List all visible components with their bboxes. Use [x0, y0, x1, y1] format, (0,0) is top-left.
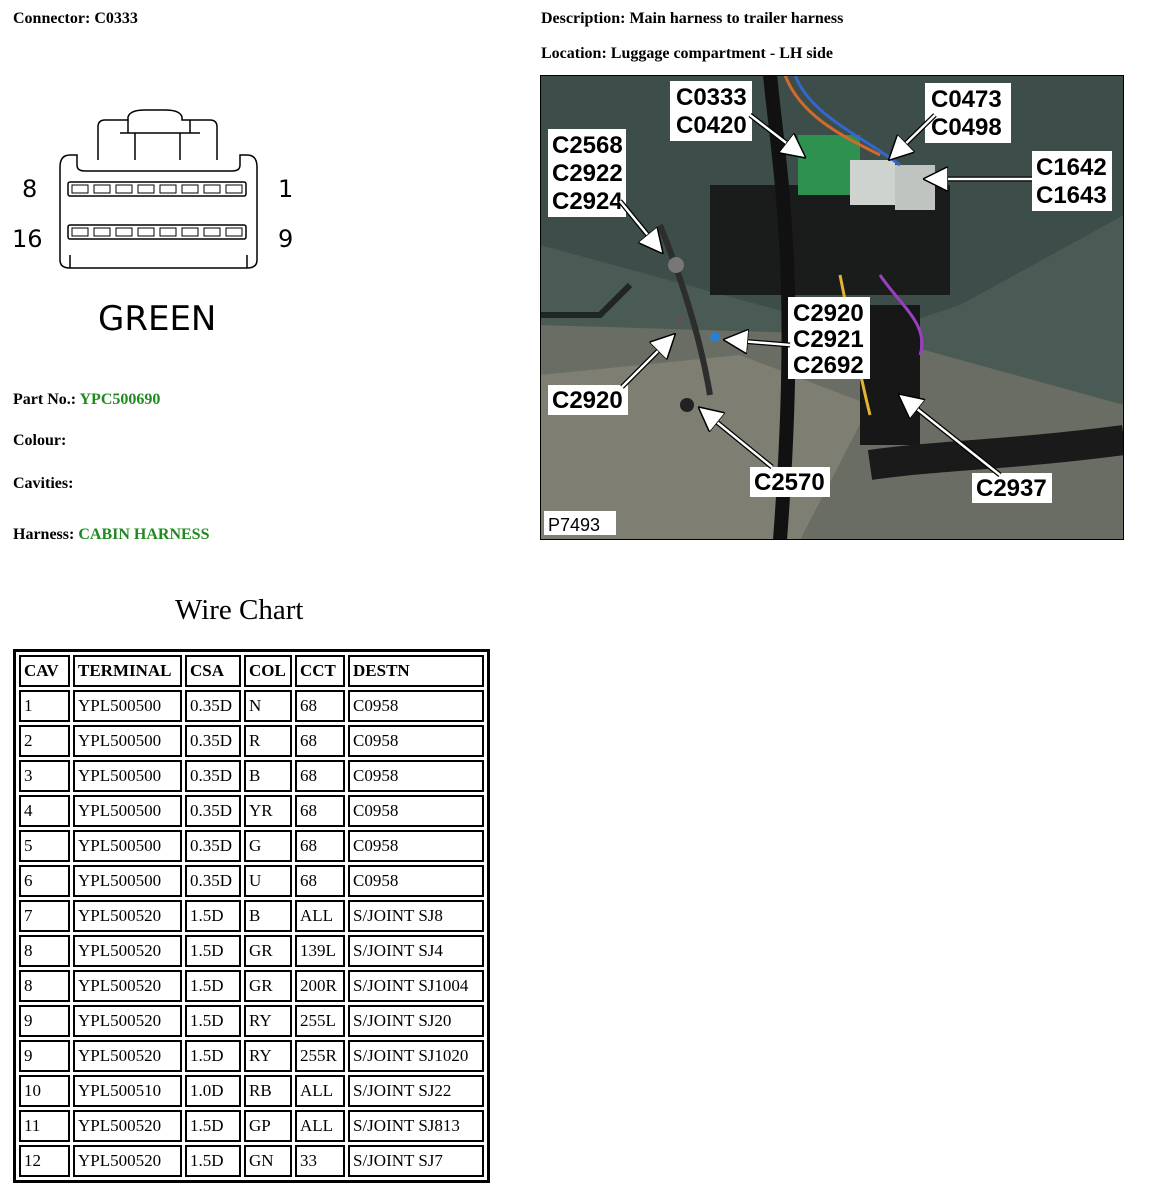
cell-cct: 68 [295, 795, 345, 827]
table-row [19, 830, 484, 862]
part-no-label: Part No.: [13, 391, 77, 408]
description-value: Main harness to trailer harness [629, 10, 844, 27]
connector-location-photo [540, 75, 1124, 540]
cell-cct: 68 [295, 725, 345, 757]
callout-c0473: C0473 [931, 86, 1002, 113]
cell-cav: 9 [19, 1005, 70, 1037]
callout-c1642: C1642 [1036, 154, 1107, 181]
cell-cav: 7 [19, 900, 70, 932]
cell-cav: 5 [19, 830, 70, 862]
cell-col: G [244, 830, 292, 862]
cell-destn: C0958 [348, 725, 484, 757]
callout-c0333: C0333 [676, 84, 747, 111]
header-terminal: TERMINAL [73, 655, 182, 687]
photo-reference: P7493 [548, 515, 601, 535]
cell-csa: 0.35D [185, 690, 241, 722]
cell-cct: 68 [295, 760, 345, 792]
cell-cct: 68 [295, 690, 345, 722]
cell-col: GR [244, 970, 292, 1002]
cell-terminal: YPL500500 [73, 865, 182, 897]
callout-c2922: C2922 [552, 160, 623, 187]
cell-col: YR [244, 795, 292, 827]
table-row [19, 690, 484, 722]
cell-terminal: YPL500500 [73, 760, 182, 792]
table-row [19, 795, 484, 827]
cell-col: GN [244, 1145, 292, 1177]
cell-terminal: YPL500500 [73, 795, 182, 827]
description-label: Description: [541, 10, 626, 27]
cell-cct: 68 [295, 865, 345, 897]
header-cct: CCT [295, 655, 345, 687]
cell-csa: 0.35D [185, 830, 241, 862]
colour-label: GREEN [98, 299, 217, 339]
cell-csa: 1.5D [185, 900, 241, 932]
cell-terminal: YPL500520 [73, 900, 182, 932]
callout-c1643: C1643 [1036, 182, 1107, 209]
pin-16-label: 16 [12, 225, 43, 253]
cell-cct: 255L [295, 1005, 345, 1037]
cell-csa: 1.5D [185, 935, 241, 967]
cell-cav: 6 [19, 865, 70, 897]
connector-label: Connector: [13, 10, 91, 27]
cavities-label: Cavities: [13, 475, 74, 492]
pin-8-label: 8 [22, 175, 38, 203]
callout-c0420: C0420 [676, 112, 747, 139]
cell-csa: 1.0D [185, 1075, 241, 1107]
cell-terminal: YPL500520 [73, 1145, 182, 1177]
cell-destn: S/JOINT SJ8 [348, 900, 484, 932]
cell-cct: ALL [295, 1075, 345, 1107]
location-label: Location: [541, 45, 607, 62]
cell-cav: 9 [19, 1040, 70, 1072]
cell-cct: ALL [295, 1110, 345, 1142]
callout-c0498: C0498 [931, 114, 1002, 141]
cell-col: B [244, 760, 292, 792]
part-no-field [13, 391, 160, 409]
cell-col: B [244, 900, 292, 932]
description-field [541, 10, 843, 28]
cell-csa: 1.5D [185, 1145, 241, 1177]
table-row [19, 1145, 484, 1177]
table-row [19, 1040, 484, 1072]
colour-field-label: Colour: [13, 432, 67, 449]
callout-c2570: C2570 [754, 469, 825, 496]
cell-col: RY [244, 1005, 292, 1037]
location-field [541, 45, 833, 63]
callout-c2924: C2924 [552, 188, 623, 215]
table-row [19, 760, 484, 792]
cell-terminal: YPL500500 [73, 725, 182, 757]
cell-col: GR [244, 935, 292, 967]
cell-csa: 0.35D [185, 795, 241, 827]
cell-terminal: YPL500520 [73, 1040, 182, 1072]
table-row [19, 970, 484, 1002]
cell-col: R [244, 725, 292, 757]
table-row [19, 935, 484, 967]
callout-c2921: C2921 [793, 326, 864, 353]
cell-cav: 11 [19, 1110, 70, 1142]
cell-destn: C0958 [348, 865, 484, 897]
cell-cav: 8 [19, 935, 70, 967]
harness-label: Harness: [13, 526, 75, 543]
table-row [19, 1110, 484, 1142]
callout-c2920-b: C2920 [552, 387, 623, 414]
cell-terminal: YPL500500 [73, 690, 182, 722]
callout-c2920-a: C2920 [793, 300, 864, 327]
cell-terminal: YPL500510 [73, 1075, 182, 1107]
cell-destn: S/JOINT SJ20 [348, 1005, 484, 1037]
cell-cct: 255R [295, 1040, 345, 1072]
cavities-field [13, 475, 73, 493]
cell-cav: 3 [19, 760, 70, 792]
cell-destn: C0958 [348, 830, 484, 862]
cell-csa: 0.35D [185, 760, 241, 792]
wire-chart-title: Wire Chart [175, 594, 304, 626]
cell-destn: S/JOINT SJ1004 [348, 970, 484, 1002]
cell-destn: S/JOINT SJ4 [348, 935, 484, 967]
cell-terminal: YPL500520 [73, 935, 182, 967]
cell-destn: S/JOINT SJ22 [348, 1075, 484, 1107]
cell-cct: 200R [295, 970, 345, 1002]
cell-destn: S/JOINT SJ7 [348, 1145, 484, 1177]
cell-cct: 33 [295, 1145, 345, 1177]
wire-chart-body [19, 690, 484, 1177]
table-row [19, 725, 484, 757]
cell-cav: 4 [19, 795, 70, 827]
header-col: COL [244, 655, 292, 687]
cell-terminal: YPL500500 [73, 830, 182, 862]
connector-value: C0333 [94, 10, 138, 27]
cell-cct: ALL [295, 900, 345, 932]
cell-destn: S/JOINT SJ1020 [348, 1040, 484, 1072]
harness-field [13, 526, 209, 544]
header-cav: CAV [19, 655, 70, 687]
cell-cav: 12 [19, 1145, 70, 1177]
cell-col: RB [244, 1075, 292, 1107]
cell-csa: 1.5D [185, 1040, 241, 1072]
cell-col: N [244, 690, 292, 722]
table-row [19, 900, 484, 932]
connector-face-diagram [10, 105, 310, 355]
cell-cct: 68 [295, 830, 345, 862]
cell-destn: C0958 [348, 795, 484, 827]
table-row [19, 1075, 484, 1107]
cell-csa: 0.35D [185, 865, 241, 897]
callout-c2937: C2937 [976, 475, 1047, 502]
cell-col: RY [244, 1040, 292, 1072]
part-no-value: YPC500690 [79, 391, 161, 408]
cell-cav: 10 [19, 1075, 70, 1107]
table-row [19, 865, 484, 897]
connector-field [13, 10, 138, 28]
cell-terminal: YPL500520 [73, 1005, 182, 1037]
location-value: Luggage compartment - LH side [610, 45, 833, 62]
cell-csa: 1.5D [185, 970, 241, 1002]
table-row [19, 1005, 484, 1037]
header-destn: DESTN [348, 655, 484, 687]
cell-col: GP [244, 1110, 292, 1142]
harness-value: CABIN HARNESS [78, 526, 210, 543]
cell-destn: C0958 [348, 690, 484, 722]
wire-chart-header-row [19, 655, 484, 687]
callout-c2692: C2692 [793, 352, 864, 379]
pin-9-label: 9 [278, 225, 294, 253]
cell-cav: 1 [19, 690, 70, 722]
callout-c2568: C2568 [552, 132, 623, 159]
cell-csa: 0.35D [185, 725, 241, 757]
cell-terminal: YPL500520 [73, 1110, 182, 1142]
colour-field [13, 432, 66, 450]
cell-destn: S/JOINT SJ813 [348, 1110, 484, 1142]
cell-csa: 1.5D [185, 1005, 241, 1037]
cell-col: U [244, 865, 292, 897]
cell-cav: 8 [19, 970, 70, 1002]
wire-chart-table [13, 649, 490, 1183]
cell-cav: 2 [19, 725, 70, 757]
cell-csa: 1.5D [185, 1110, 241, 1142]
cell-terminal: YPL500520 [73, 970, 182, 1002]
pin-1-label: 1 [278, 175, 294, 203]
cell-cct: 139L [295, 935, 345, 967]
header-csa: CSA [185, 655, 241, 687]
cell-destn: C0958 [348, 760, 484, 792]
